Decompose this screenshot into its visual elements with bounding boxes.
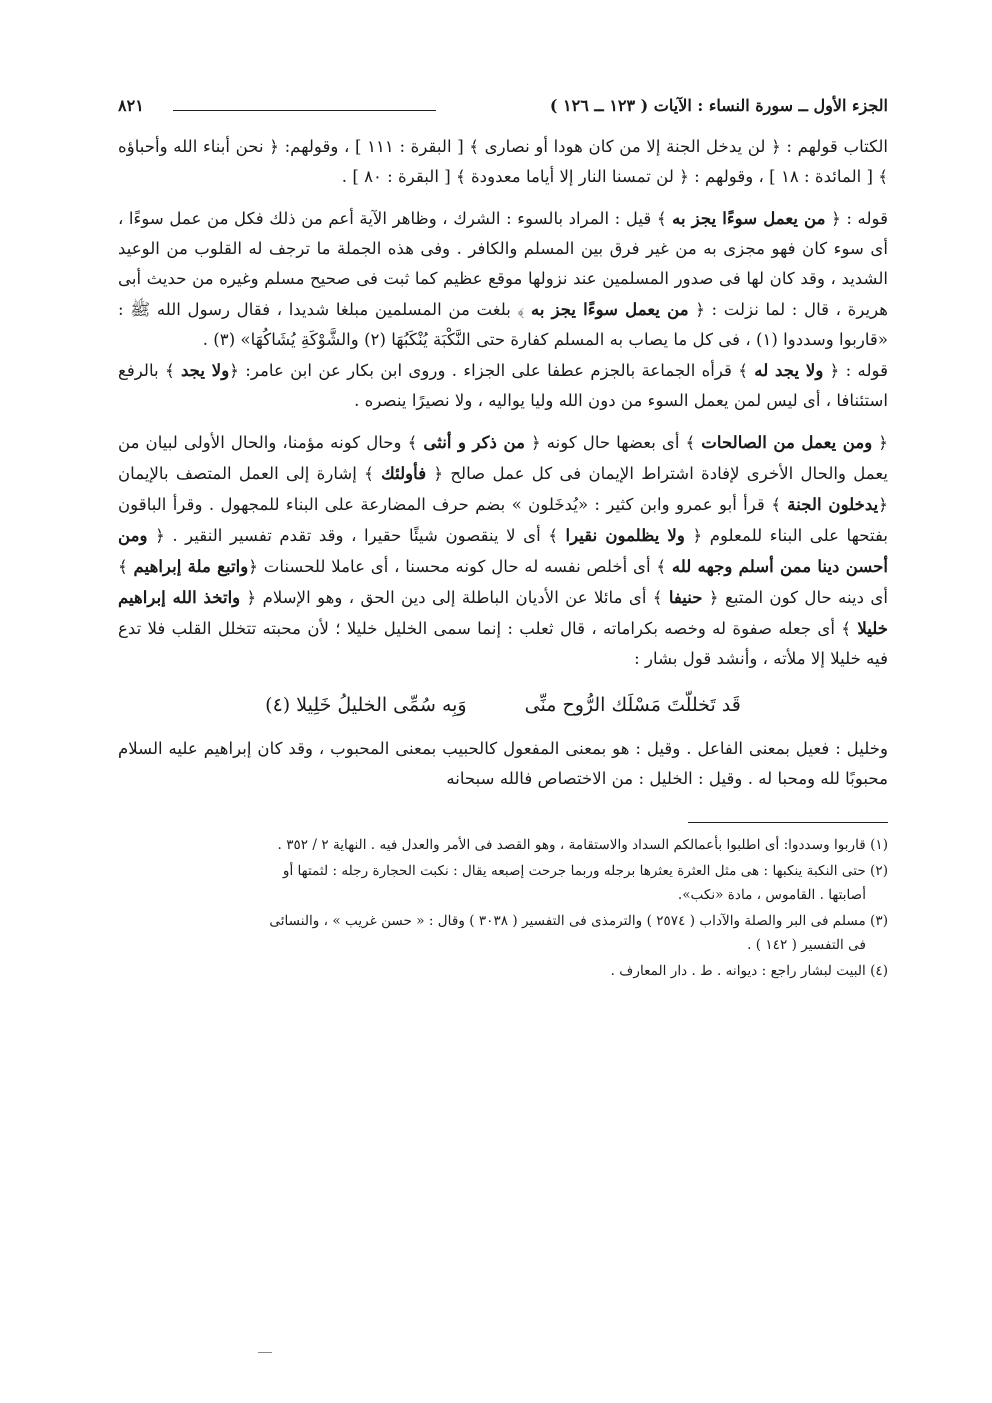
text-run: ﴾ بالرفع استئنافا ، أى ليس لمن يعمل السوء من دون الله وليا يواليه ، ولا نصيرًا ينصره .	[118, 361, 888, 410]
quran-quote: من يعمل سوءًا يجز به	[672, 208, 826, 228]
text-run: ﴾ أى لا ينقصون شيئًا حقيرا ، وقد تقدم تفسير النقير . ﴿	[155, 526, 558, 545]
paragraph-5: وخليل : فعيل بمعنى الفاعل . وقيل : هو بمعنى المفعول كالحبيب بمعنى المحبوب ، وقد كان إبراهيم عليه السلام محبوبًا لله ومحبا له . وقيل : الخليل : من الاختصاص فالله سبحانه	[118, 739, 888, 788]
footnotes	[118, 833, 888, 983]
quran-quote: ومن يعمل من الصالحات	[701, 432, 873, 452]
page-number: ٨٢١	[118, 96, 144, 115]
verse-first-hemistich: قَد تَخللّتَ مَسْلَك الرُّوح منِّى	[524, 694, 741, 716]
main-text	[118, 132, 888, 794]
quran-quote: يدخلون الجنة	[787, 494, 879, 514]
quran-quote: ولا يجد له	[754, 360, 824, 380]
footnote-continuation: فى التفسير ( ١٤٢ ) .	[747, 937, 866, 953]
verse-second-hemistich: وَبِه سُمِّى الخليلُ خَلِيلا (٤)	[265, 694, 467, 716]
footnote-separator	[688, 822, 888, 823]
quran-quote: من ذكر و أنثى	[423, 432, 525, 452]
paragraph-2	[118, 203, 888, 355]
text-run: ﴾ أى مائلا عن الأديان الباطلة إلى دين الحق ، وهو الإسلام ﴿	[246, 588, 663, 607]
text-run: ﴾ قرأه الجماعة بالجزم عطفا على الجزاء . وروى ابن بكار عن ابن عامر: ﴿	[229, 361, 748, 380]
paragraph-4	[118, 427, 888, 674]
paragraph-3	[118, 355, 888, 416]
page	[118, 90, 888, 985]
text-run: ﴾ أى أخلص نفسه له حال كونه محسنا ، أى عاملا للحسنات ﴿	[248, 557, 667, 576]
text-run: ﴾ أى دينه حال كون المتبع ﴿	[118, 557, 888, 607]
quran-quote: حنيفا	[668, 587, 703, 607]
quran-quote: ومن أحسن دينا ممن أسلم وجهه لله	[118, 525, 889, 576]
footnote-2	[118, 859, 888, 907]
text-run: ﴾ قيل : المراد بالسوء : الشرك ، وظاهر الآية أعم من ذلك فكل من عمل سوءًا ، أى سوء كان فهو مجزى به من غير فرق بين المسلم والكافر . وفى هذه الجملة ما ترجف له القلوب من الوعيد الشديد ، وقد كان لها فى صدور المسلمين عند نزولها موقع عظيم كما ثبت فى صحيح مسلم وغيره من حديث أبى هريرة ، قال : لما نزلت : ﴿	[118, 209, 889, 319]
text-run: ﴿	[878, 433, 889, 452]
paragraph-1: الكتاب قولهم : ﴿ لن يدخل الجنة إلا من كان هودا أو نصارى ﴾ [ البقرة : ١١١ ] ، وقولهم: ﴿ نحن أبناء الله وأحباؤه ﴾ [ المائدة : ١٨ ] ، وقولهم : ﴿ لن تمسنا النار إلا أياما معدودة ﴾ [ البقرة : ٨٠ ] .	[118, 137, 888, 186]
quran-quote: ولا يجد	[180, 360, 230, 380]
quran-quote: واتبع ملة إبراهيم	[133, 556, 249, 576]
text-run: ﴾ بلغت من المسلمين مبلغا شديدا ، فقال رسول الله ﷺ : «قاربوا وسددوا (١) ، فى كل ما يصاب به المسلم كفارة حتى النَّكْبَة يُنْكَبُهَا (٢) والشَّوْكَةِ يُشَاكُهَا» (٣) .	[118, 300, 888, 349]
quran-quote: ولا يظلمون نقيرا	[565, 525, 685, 545]
text-run: ﴾ أى جعله صفوة له وخصه بكراماته ، قال ثعلب : إنما سمى الخليل خليلا ؛ لأن محبته تتخلل القلب فلا تدع فيه خليلا إلا ملأته ، وأنشد قول بشار :	[118, 619, 888, 668]
footnote-3	[118, 909, 888, 957]
text-run: ﴾ أى بعضها حال كونه ﴿	[531, 433, 696, 452]
footnote-continuation: أصابتها . القاموس ، مادة «نكب».	[677, 887, 866, 903]
header-title: الجزء الأول ــ سورة النساء : الآيات ( ١٢٣ ــ ١٢٦ )	[549, 96, 888, 115]
text-run: ﴾ قرأ أبو عمرو وابن كثير : «يُدخَلون » بضم حرف المضارعة على البناء للمجهول . وقرأ الباقون بفتحها على البناء للمعلوم ﴿	[118, 495, 888, 545]
text-run: قوله : ﴿	[831, 209, 889, 228]
scan-speck	[258, 1352, 272, 1353]
running-header	[118, 90, 888, 126]
footnote-text: (٤) البيت لبشار راجع : ديوانه . ط . دار المعارف .	[610, 963, 888, 979]
footnote-1	[118, 833, 888, 857]
text-run: ﴾ وحال كونه مؤمنا، والحال الأولى لبيان من يعمل والحال الأخرى لإفادة اشتراط الإيمان فى كل عمل صالح ﴿	[118, 433, 889, 483]
header-rule	[173, 110, 436, 111]
text-run: قوله : ﴿	[829, 361, 889, 380]
quran-quote: واتخذ الله إبراهيم خليلا	[118, 587, 889, 638]
footnote-text: (١) قاربوا وسددوا: أى اطلبوا بأعمالكم السداد والاستقامة ، وهو القصد فى الأمر والعدل فيه . النهاية ٢ / ٣٥٢ .	[277, 837, 888, 853]
quran-quote: فأولئك	[381, 463, 427, 483]
quran-quote: من يعمل سوءًا يجز به	[530, 299, 689, 319]
footnote-text: (٣) مسلم فى البر والصلة والآداب ( ٢٥٧٤ ) والترمذى فى التفسير ( ٣٠٣٨ ) وقال : « حسن غريب » ، والنسائى	[269, 913, 888, 929]
poetry-verse	[118, 686, 888, 724]
footnote-text: (٢) حتى النكبة ينكبها : هى مثل العثرة يعثرها برجله وربما جرحت إصبعه يقال : نكبت الحجارة رجله : لثمتها أو	[282, 863, 888, 879]
footnote-4	[118, 959, 888, 983]
text-run: ﴾ إشارة إلى العمل المتصف بالإيمان ﴿	[118, 464, 888, 514]
